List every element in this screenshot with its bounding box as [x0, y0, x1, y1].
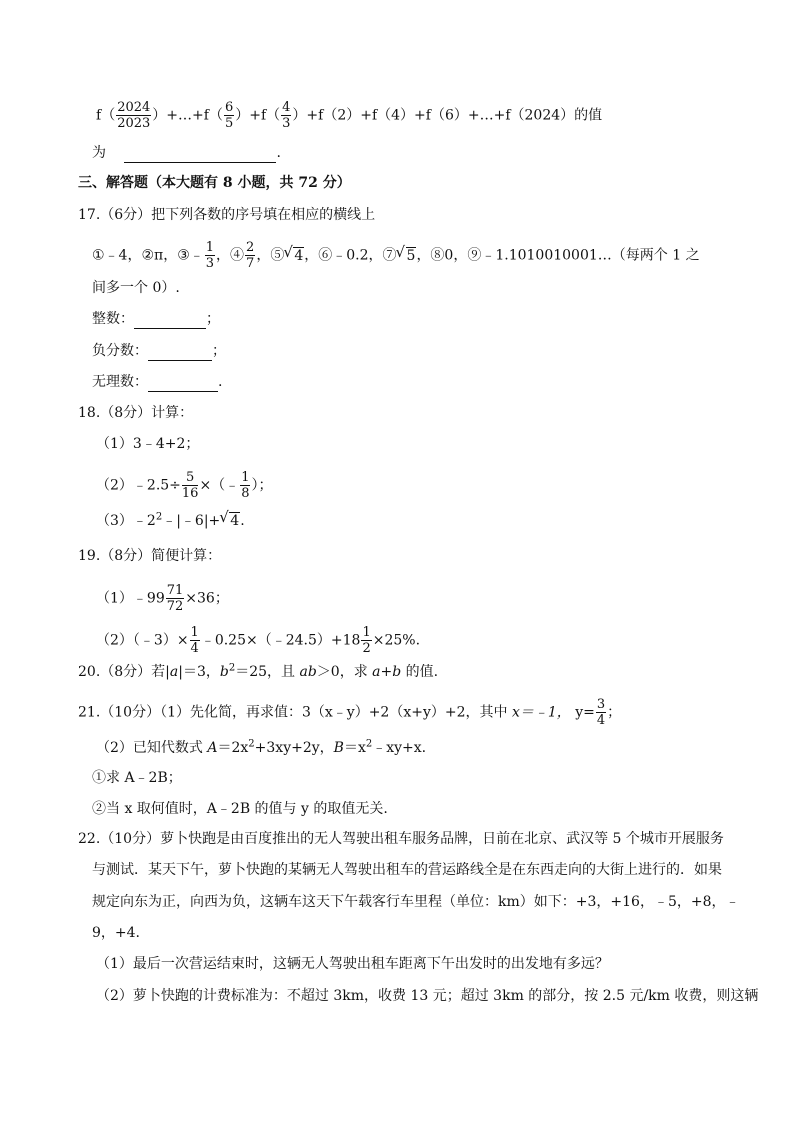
- q21-part1: 21.（10分）（1）先化简，再求值：3（x﹣y）+2（x+y）+2，其中 x＝﹣1， y= $\frac{3}{4}$ ；: [78, 697, 622, 728]
- fraction-1-2: $\frac{1}{2}$: [362, 625, 371, 656]
- q21-step1: ①求 A﹣2B；: [92, 770, 182, 786]
- q21-step2: ②当 x 取何值时，A﹣2B 的值与 y 的取值无关.: [92, 801, 388, 817]
- q22-line3: 规定向东为正，向西为负，这辆车这天下午载客行车里程（单位：km）如下：+3，+16，﹣5，+8，﹣: [92, 894, 740, 910]
- q22-line4: 9，+4.: [92, 925, 140, 941]
- q18-heading: 18.（8分）计算：: [78, 405, 194, 421]
- q18-part3: $(3)﹣2^2﹣|﹣6|+√$ 4.: [96, 511, 245, 531]
- q20-text: 20.（8分）若|a|＝3，$b^2=25$，且 ab＞0，求 a+b 的值.: [78, 662, 439, 680]
- q17-heading: 17.（6分）把下列各数的序号填在相应的横线上: [78, 207, 376, 223]
- q18-part2: （2）﹣2.5÷ $\frac{5}{16}$ ×（﹣ $\frac{1}{8}$ ）；: [96, 470, 273, 501]
- q19-part2: （2）（﹣3）× $\frac{1}{4}$ ﹣0.25×（﹣24.5）+18 $\frac{1}{2}$ ×25%.: [96, 625, 421, 656]
- fraction-5-16: $\frac{5}{16}$: [181, 470, 199, 501]
- q16-expression-line: f（ $\frac{2024}{2023}$ ）+…+f（ $\frac{6}{5}$ ）+f（ $\frac{4}{3}$ ）+f（2）+f（4）+f（6）+…+f（2024）的值: [96, 100, 603, 131]
- fraction-2024-2023: $\frac{2024}{2023}$: [117, 100, 151, 131]
- fraction-1-8: $\frac{1}{8}$: [241, 470, 250, 501]
- q19-part1: （1）﹣99 $\frac{71}{72}$ ×36；: [96, 583, 229, 614]
- sqrt-4: √ 4: [293, 247, 304, 264]
- q17-irrational-row: 无理数： .: [92, 374, 223, 390]
- integer-blank[interactable]: [134, 313, 206, 329]
- fraction-1-4: $\frac{1}{4}$: [190, 625, 199, 656]
- q21-part2: （2）已知代数式 $A=2x^2+3xy+2y$，$B=x^2﹣xy+x$.: [96, 738, 427, 756]
- q17-negative-fraction-row: 负分数： ；: [92, 343, 226, 359]
- fraction-3-4: $\frac{3}{4}$: [596, 697, 606, 728]
- q19-heading: 19.（8分）简便计算：: [78, 548, 222, 564]
- f-label: f: [96, 107, 102, 124]
- q16-answer-line: 为 .: [92, 145, 281, 161]
- q17-numbers-line: ①﹣4，②π，③﹣ $\frac{1}{3}$ ，④ $\frac{2}{7}$ ，⑤√ 4，⑥﹣0.2，⑦√ 5，⑧0，⑨﹣1.1010010001…（每两个 1 之: [92, 240, 700, 271]
- q22-line1: 22.（10分）萝卜快跑是由百度推出的无人驾驶出租车服务品牌，日前在北京、武汉等 5 个城市开展服务: [78, 831, 724, 847]
- fraction-1-3: $\frac{1}{3}$: [205, 240, 215, 271]
- q17-continuation: 间多一个 0）.: [92, 280, 180, 296]
- sqrt-5: √ 5: [406, 247, 417, 264]
- q22-line2: 与测试．某天下午，萝卜快跑的某辆无人驾驶出租车的营运路线全是在东西走向的大街上进行的．如果: [92, 862, 722, 878]
- q22-part1: （1）最后一次营运结束时，这辆无人驾驶出租车距离下午出发时的出发地有多远？: [96, 956, 609, 972]
- answer-blank[interactable]: [124, 147, 276, 163]
- q18-part1: （1）3﹣4+2；: [96, 436, 200, 452]
- fraction-71-72: $\frac{71}{72}$: [166, 583, 184, 614]
- irrational-blank[interactable]: [148, 376, 218, 392]
- fraction-2-7: $\frac{2}{7}$: [246, 240, 255, 271]
- fraction-6-5: $\frac{6}{5}$: [224, 100, 234, 131]
- q22-part2: （2）萝卜快跑的计费标准为：不超过 3km，收费 13 元；超过 3km 的部分，按 2.5 元/km 收费，则这辆: [96, 988, 759, 1004]
- negative-fraction-blank[interactable]: [148, 345, 212, 361]
- section-heading: 三、解答题（本大题有 8 小题，共 72 分）: [78, 175, 351, 191]
- sqrt-4-q18: √ 4: [229, 512, 240, 529]
- fraction-4-3: $\frac{4}{3}$: [282, 100, 291, 131]
- q17-integer-row: 整数： ；: [92, 311, 220, 327]
